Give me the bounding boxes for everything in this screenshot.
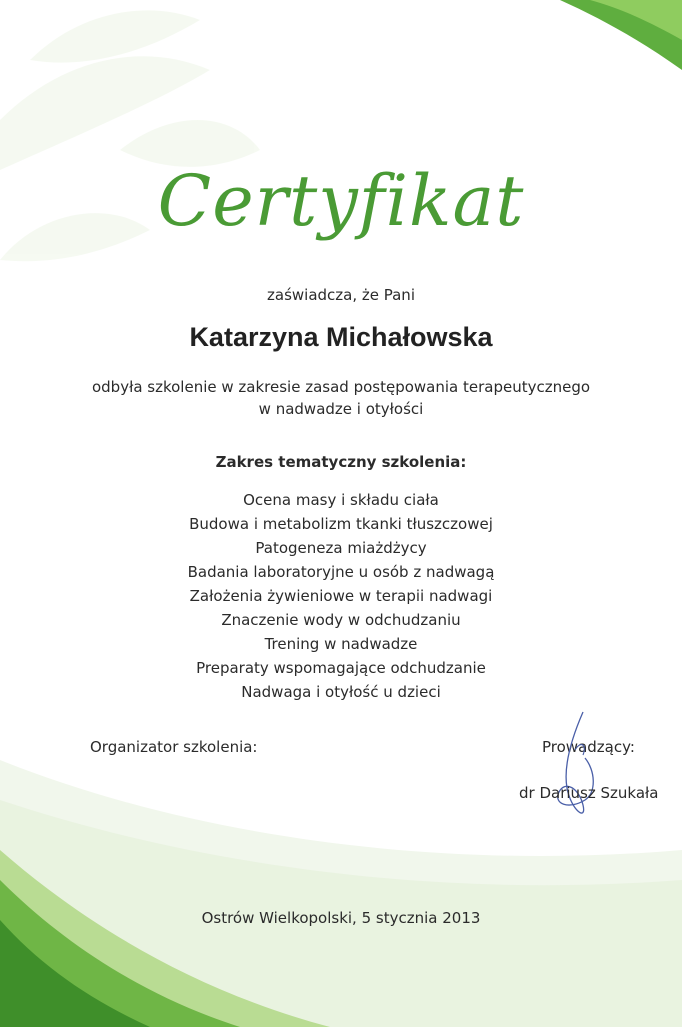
lecturer-label: Prowadzący:: [542, 738, 635, 756]
topics-heading: Zakres tematyczny szkolenia:: [215, 453, 467, 471]
topic-item: Patogeneza miażdżycy: [255, 539, 427, 557]
recipient-name: Katarzyna Michałowska: [189, 322, 493, 352]
signature: [545, 710, 605, 825]
topic-item: Znaczenie wody w odchudzaniu: [221, 611, 461, 629]
intro-text: zaświadcza, że Pani: [267, 286, 415, 304]
lecturer-name: dr Dariusz Szukała: [519, 784, 659, 802]
topic-item: Ocena masy i składu ciała: [243, 491, 439, 509]
topics-list: [0, 488, 682, 704]
completion-text-line1: odbyła szkolenie w zakresie zasad postępowania terapeutycznego: [91, 378, 591, 396]
topic-item: Założenia żywieniowe w terapii nadwagi: [189, 587, 493, 605]
topic-item: Nadwaga i otyłość u dzieci: [241, 683, 441, 701]
certificate-title: Certyfikat: [157, 160, 525, 242]
completion-text-line2: w nadwadze i otyłości: [258, 400, 424, 418]
topic-item: Trening w nadwadze: [264, 635, 418, 653]
topic-item: Budowa i metabolizm tkanki tłuszczowej: [189, 515, 493, 533]
place-date: Ostrów Wielkopolski, 5 stycznia 2013: [201, 909, 481, 927]
topic-item: Preparaty wspomagające odchudzanie: [196, 659, 486, 677]
topic-item: Badania laboratoryjne u osób z nadwagą: [187, 563, 495, 581]
organizer-label: Organizator szkolenia:: [90, 738, 258, 756]
